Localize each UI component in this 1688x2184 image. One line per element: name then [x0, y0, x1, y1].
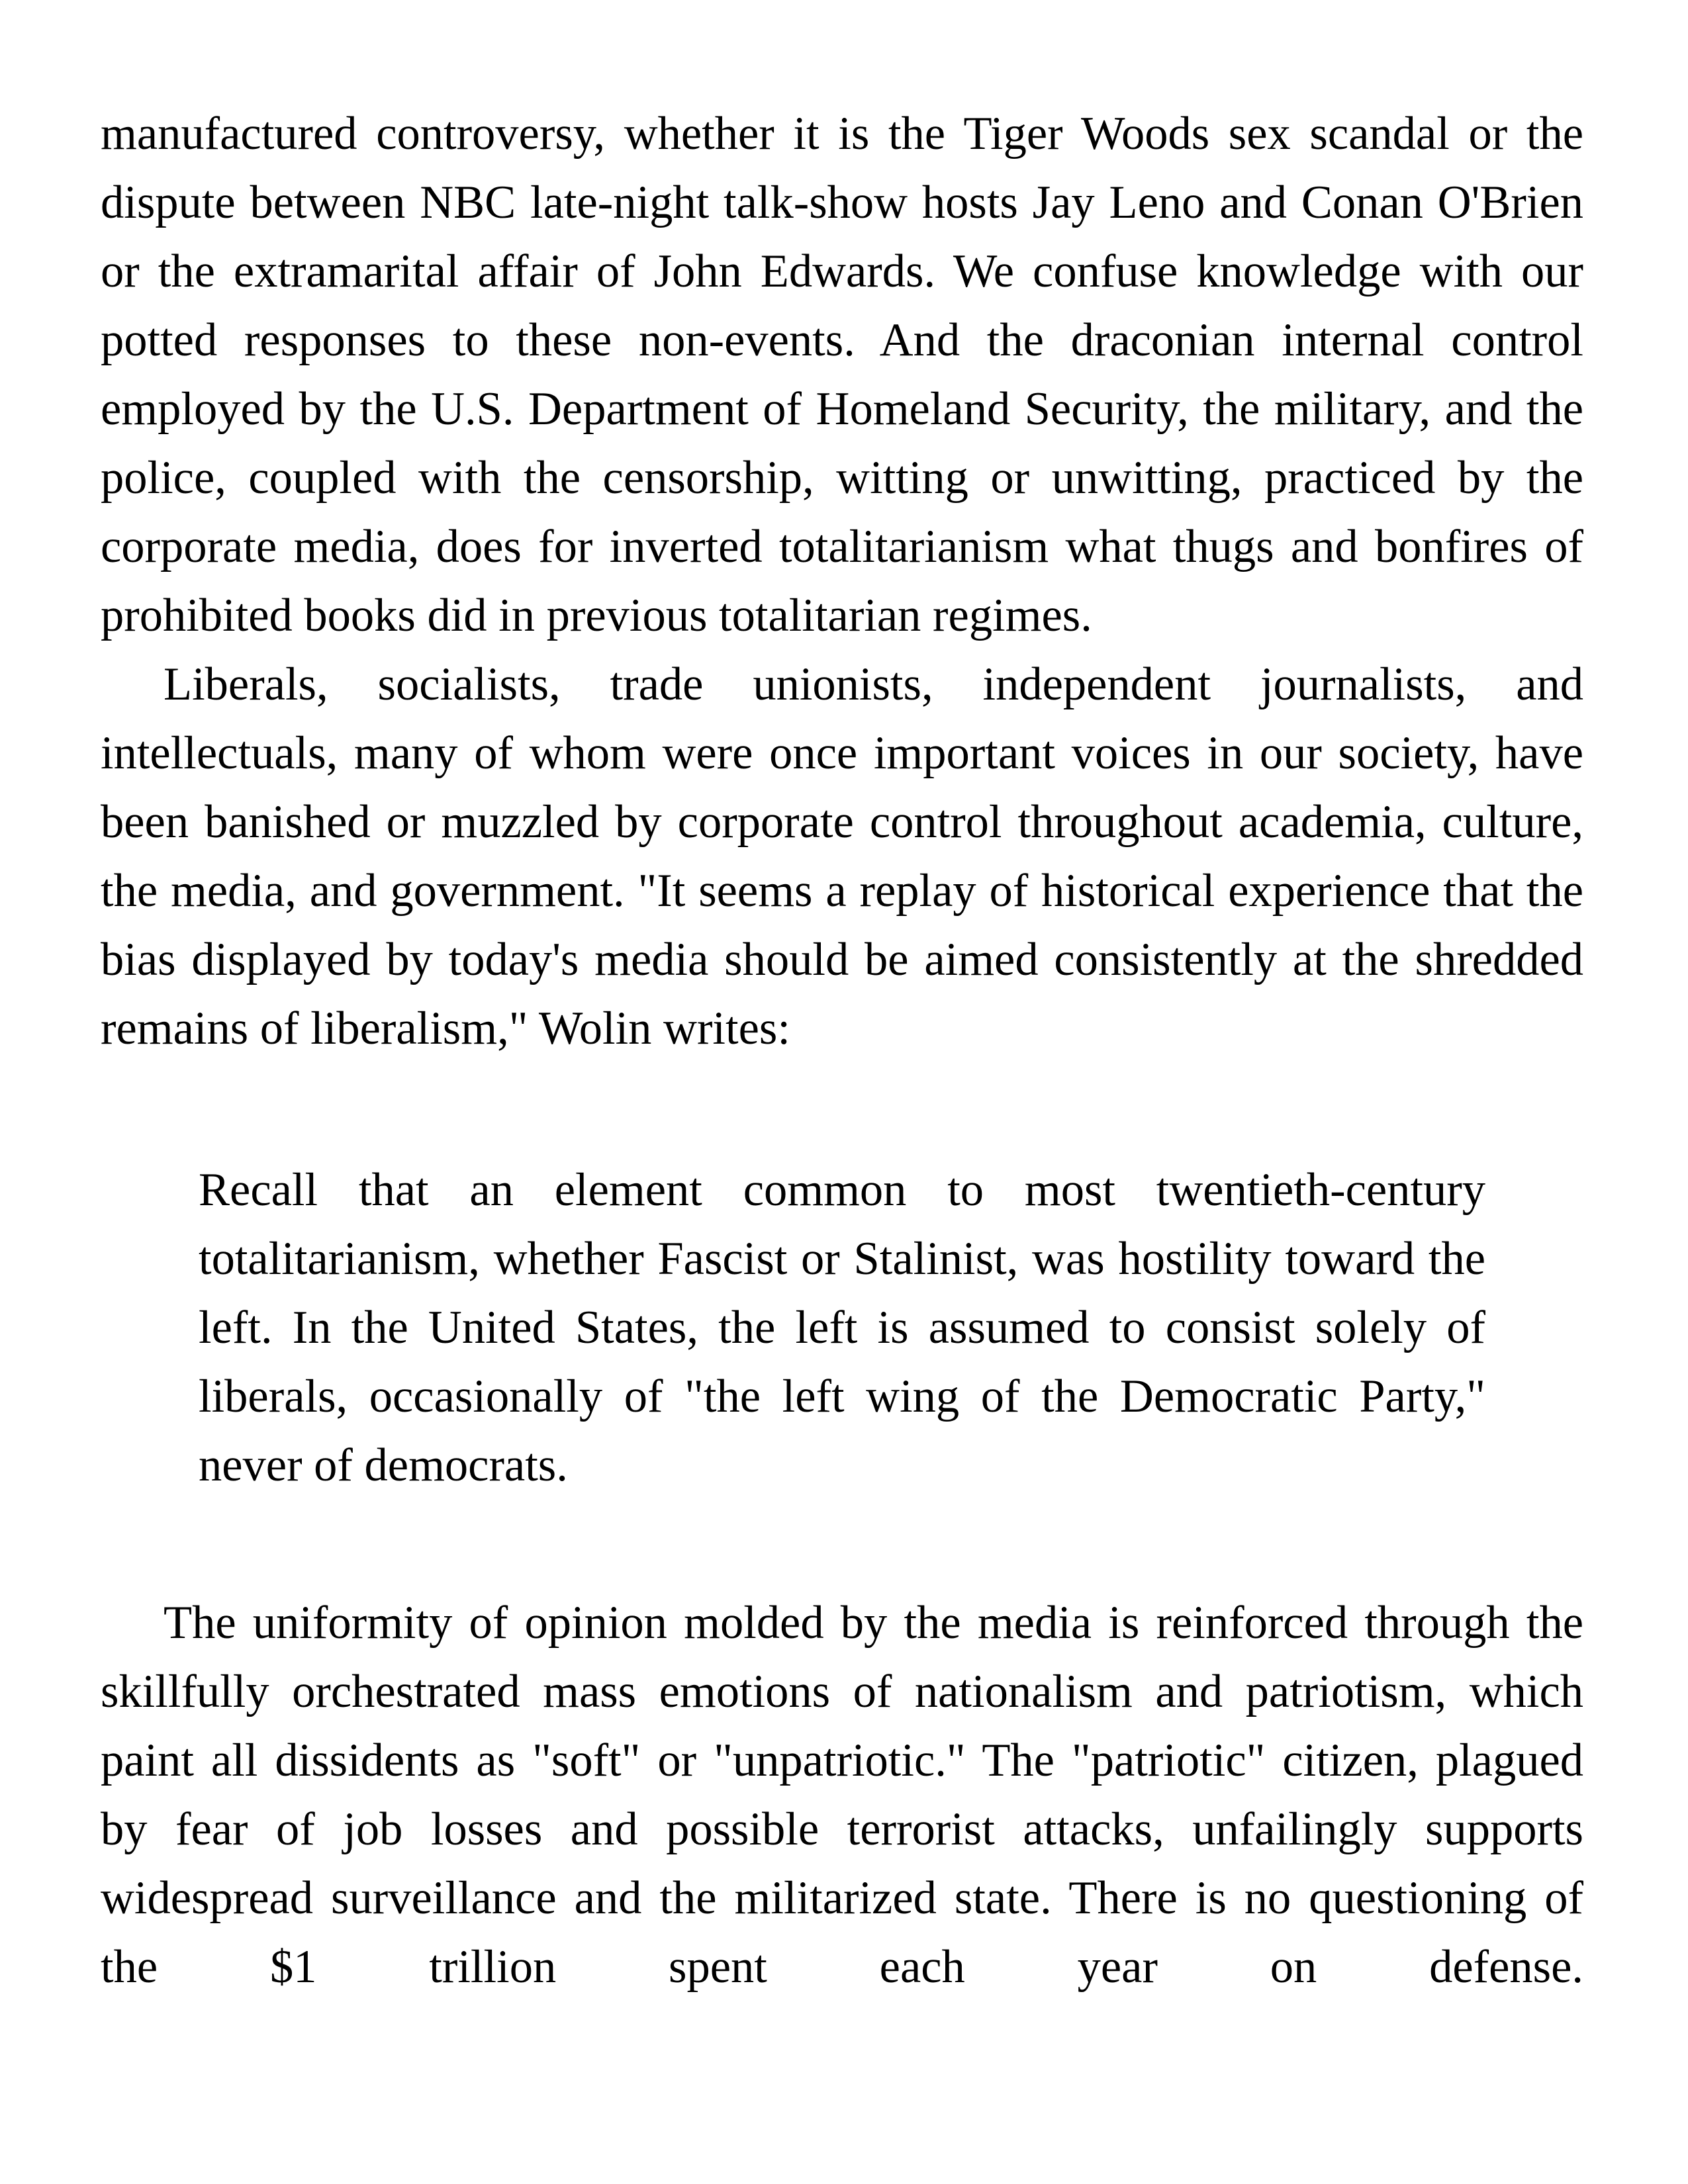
paragraph-uniformity: The uniformity of opinion molded by the media is reinforced through the skillfully orchestrated mass emotions of nationalism and patriotism, which paint all dissidents as "soft" or "unpatriotic." The "patriotic" citizen, plagued by fear of job losses and possible terrorist attacks, unfailingly supports widespread surveillance and the militarized state. There is no questioning of the $1 trillion spent each year on defense. — [101, 1597, 1583, 1993]
paragraph-wolin-intro: Liberals, socialists, trade unionists, independent journalists, and intellectuals, many of whom were once important voices in our society, have been banished or muzzled by corporate control throughout academia, culture, the media, and government. "It seems a replay of historical experience that the bias displayed by today's media should be aimed consistently at the shredded remains of liberalism," Wolin writes: — [101, 659, 1583, 1054]
block-quote: Recall that an element common to most twentieth-century totalitarianism, whether Fascist or Stalinist, was hostility toward the left. In the United States, the left is assumed to consist solely of liberals, occasionally of "the left wing of the Democratic Party," never of democrats. — [199, 1164, 1485, 1491]
document-page — [101, 99, 1583, 2001]
paragraph-continuation: manufactured controversy, whether it is the Tiger Woods sex scandal or the dispute between NBC late-night talk-show hosts Jay Leno and Conan O'Brien or the extramarital affair of John Edwards. We confuse knowledge with our potted responses to these non-events. And the draconian internal control employed by the U.S. Department of Homeland Security, the military, and the police, coupled with the censorship, witting or unwitting, practiced by the corporate media, does for inverted totalitarianism what thugs and bonfires of prohibited books did in previous totalitarian regimes. — [101, 108, 1583, 641]
